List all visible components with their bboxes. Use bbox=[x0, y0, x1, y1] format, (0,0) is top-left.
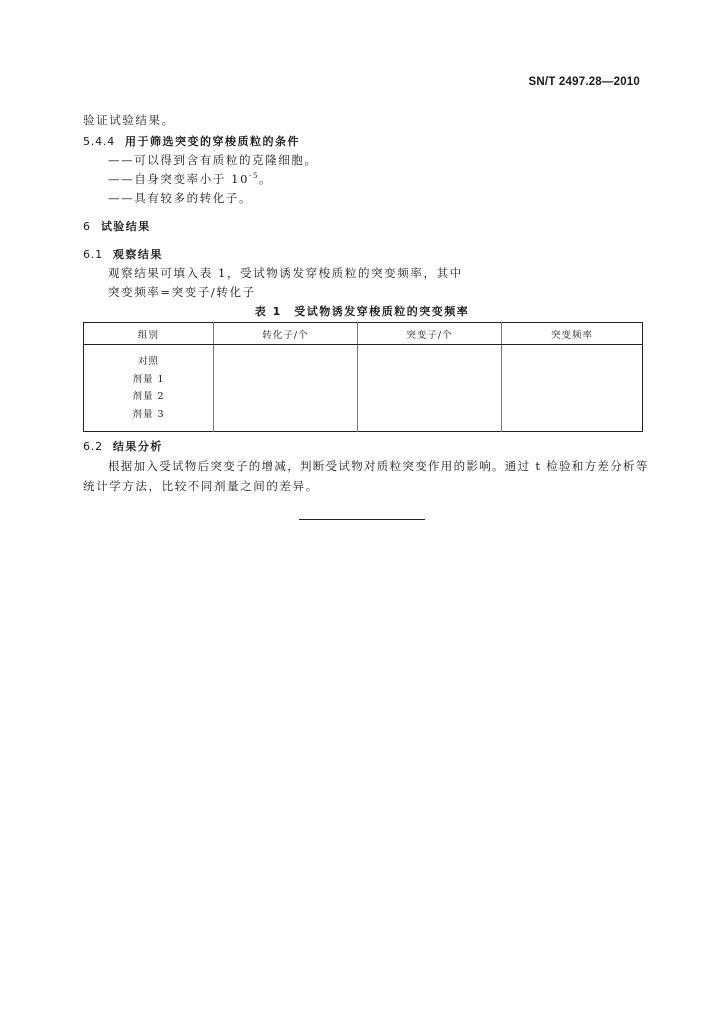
section-heading-6 bbox=[83, 218, 151, 234]
paragraph-line: 根据加入受试物后突变子的增减，判断受试物对质粒突变作用的影响。通过 t 检验和方差分析等 bbox=[108, 459, 649, 473]
standard-code-header: SN/T 2497.28—2010 bbox=[528, 76, 640, 88]
list-item: ——具有较多的转化子。 bbox=[108, 191, 253, 205]
end-rule bbox=[299, 519, 425, 520]
column-header: 突变频率 bbox=[502, 323, 643, 345]
section-number: 6.2 bbox=[83, 440, 103, 453]
group-label: 剂量 1 bbox=[132, 373, 165, 385]
exponent: -5 bbox=[249, 172, 260, 181]
section-heading-6-1 bbox=[83, 246, 163, 262]
section-heading-5-4-4 bbox=[83, 133, 300, 149]
table-header-row bbox=[84, 323, 643, 345]
list-item: ——可以得到含有质粒的克隆细胞。 bbox=[108, 153, 318, 167]
column-header: 突变子/个 bbox=[358, 323, 502, 345]
section-number: 5.4.4 bbox=[83, 135, 115, 148]
mutant-cell bbox=[358, 345, 502, 432]
continuation-text: 验证试验结果。 bbox=[83, 113, 175, 127]
list-item-end: 。 bbox=[259, 172, 273, 186]
section-title: 用于筛选突变的穿梭质粒的条件 bbox=[125, 135, 300, 148]
column-header: 组别 bbox=[84, 323, 214, 345]
section-number: 6 bbox=[83, 220, 91, 233]
mutation-frequency-table bbox=[83, 322, 643, 432]
section-title: 试验结果 bbox=[100, 220, 151, 233]
group-label: 剂量 2 bbox=[132, 391, 165, 402]
group-label: 剂量 3 bbox=[132, 408, 165, 420]
table-row bbox=[84, 345, 643, 432]
list-item bbox=[108, 171, 272, 187]
frequency-cell bbox=[502, 345, 643, 432]
paragraph-line: 观察结果可填入表 1，受试物诱发穿梭质粒的突变频率，其中 bbox=[108, 266, 463, 280]
group-cell bbox=[84, 345, 214, 432]
paragraph-line: 统计学方法，比较不同剂量之间的差异。 bbox=[83, 479, 319, 493]
table-caption: 表 1 受试物诱发穿梭质粒的突变频率 bbox=[254, 305, 470, 318]
group-label: 对照 bbox=[137, 356, 159, 367]
section-number: 6.1 bbox=[83, 248, 103, 261]
formula-line: 突变频率=突变子/转化子 bbox=[108, 285, 256, 299]
section-title: 结果分析 bbox=[112, 440, 163, 453]
section-title: 观察结果 bbox=[112, 248, 163, 261]
section-heading-6-2 bbox=[83, 438, 163, 454]
transformant-cell bbox=[214, 345, 358, 432]
list-item-text: ——自身突变率小于 10 bbox=[108, 172, 249, 186]
column-header: 转化子/个 bbox=[214, 323, 358, 345]
